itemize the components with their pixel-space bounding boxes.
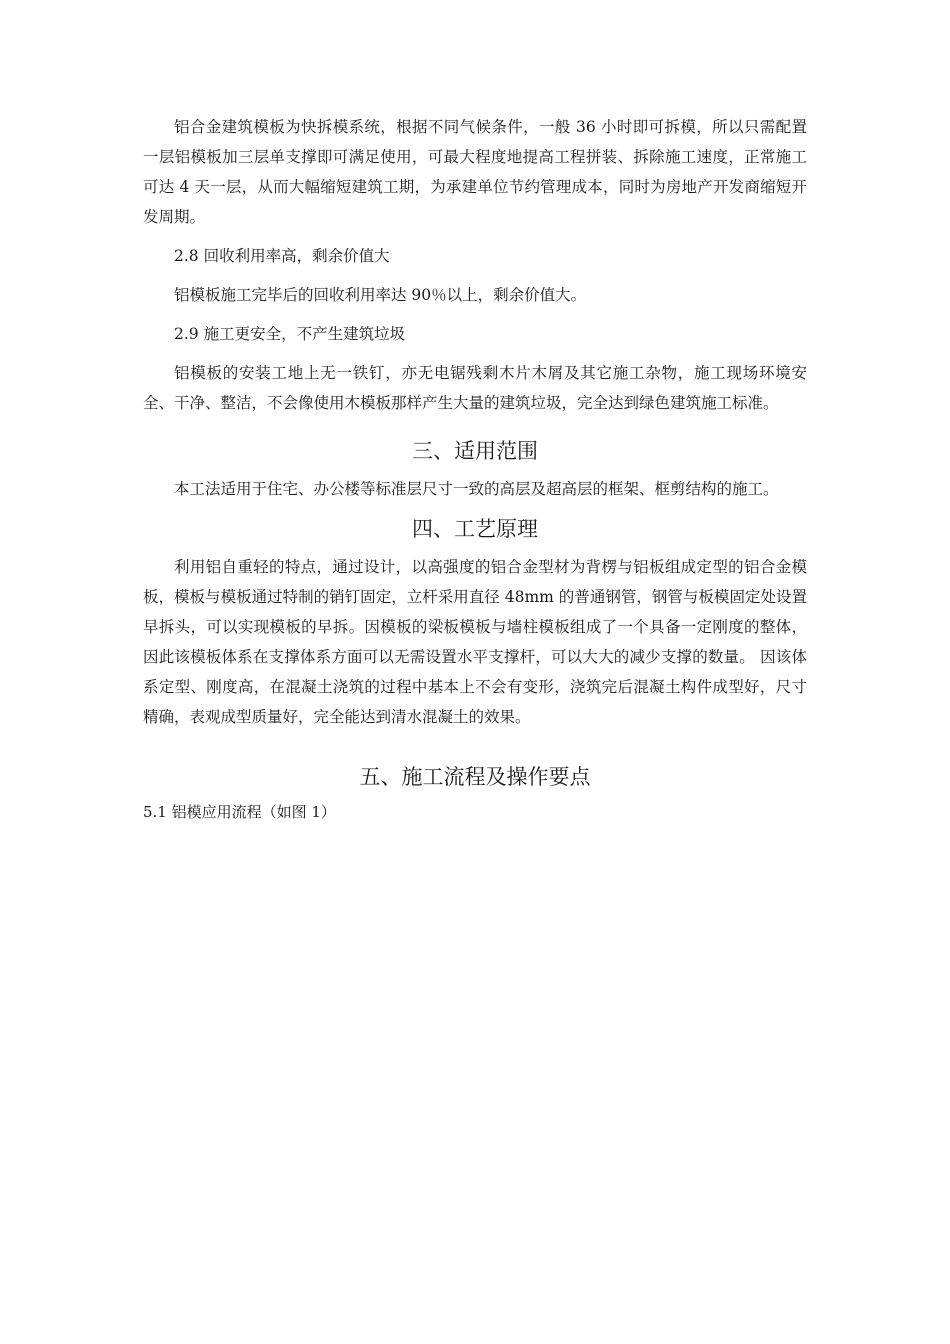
item-2-8-heading: 2.8 回收利用率高，剩余价值大 — [174, 247, 390, 265]
section-4-title: 四、工艺原理 — [412, 517, 538, 541]
section-3-body: 本工法适用于住宅、办公楼等标准层尺寸一致的高层及超高层的框架、框剪结构的施工。 — [174, 480, 779, 498]
section-5-item-5-1: 5.1 铝模应用流程（如图 1） — [143, 803, 336, 821]
paragraph-intro: 铝合金建筑模板为快拆模系统，根据不同气候条件，一般 36 小时即可拆模，所以只需配置一层铝模板加三层单支撑即可满足使用，可最大程度地提高工程拼装、拆除施工速度，正常施工可达 4 天一层，从而大幅缩短建筑工期，为承建单位节约管理成本，同时为房地产开发商缩短开发周期。 — [143, 118, 807, 226]
item-2-9-body: 铝模板的安装工地上无一铁钉，亦无电锯残剩木片木屑及其它施工杂物，施工现场环境安全、干净、整洁，不会像使用木模板那样产生大量的建筑垃圾，完全达到绿色建筑施工标准。 — [143, 364, 807, 412]
document-page — [143, 112, 807, 826]
section-5-title: 五、施工流程及操作要点 — [359, 765, 591, 789]
section-4-body: 利用铝自重轻的特点，通过设计，以高强度的铝合金型材为背楞与铝板组成定型的铝合金模板，模板与模板通过特制的销钉固定，立杆采用直径 48mm 的普通钢管，钢管与板模固定处设置早拆头，可以实现模板的早拆。因模板的梁板模板与墙柱模板组成了一个具备一定刚度的整体，因此该模板体系在支撑体系方面可以无需设置水平支撑杆，可以大大的减少支撑的数量。 因该体系定型、刚度高，在混凝土浇筑的过程中基本上不会有变形，浇筑完后混凝土构件成型好，尺寸精确，表观成型质量好，完全能达到清水混凝土的效果。 — [143, 558, 807, 726]
section-3-title: 三、适用范围 — [412, 439, 538, 463]
item-2-8-body: 铝模板施工完毕后的回收利用率达 90％以上，剩余价值大。 — [174, 286, 587, 304]
item-2-9-heading: 2.9 施工更安全，不产生建筑垃圾 — [174, 325, 406, 343]
